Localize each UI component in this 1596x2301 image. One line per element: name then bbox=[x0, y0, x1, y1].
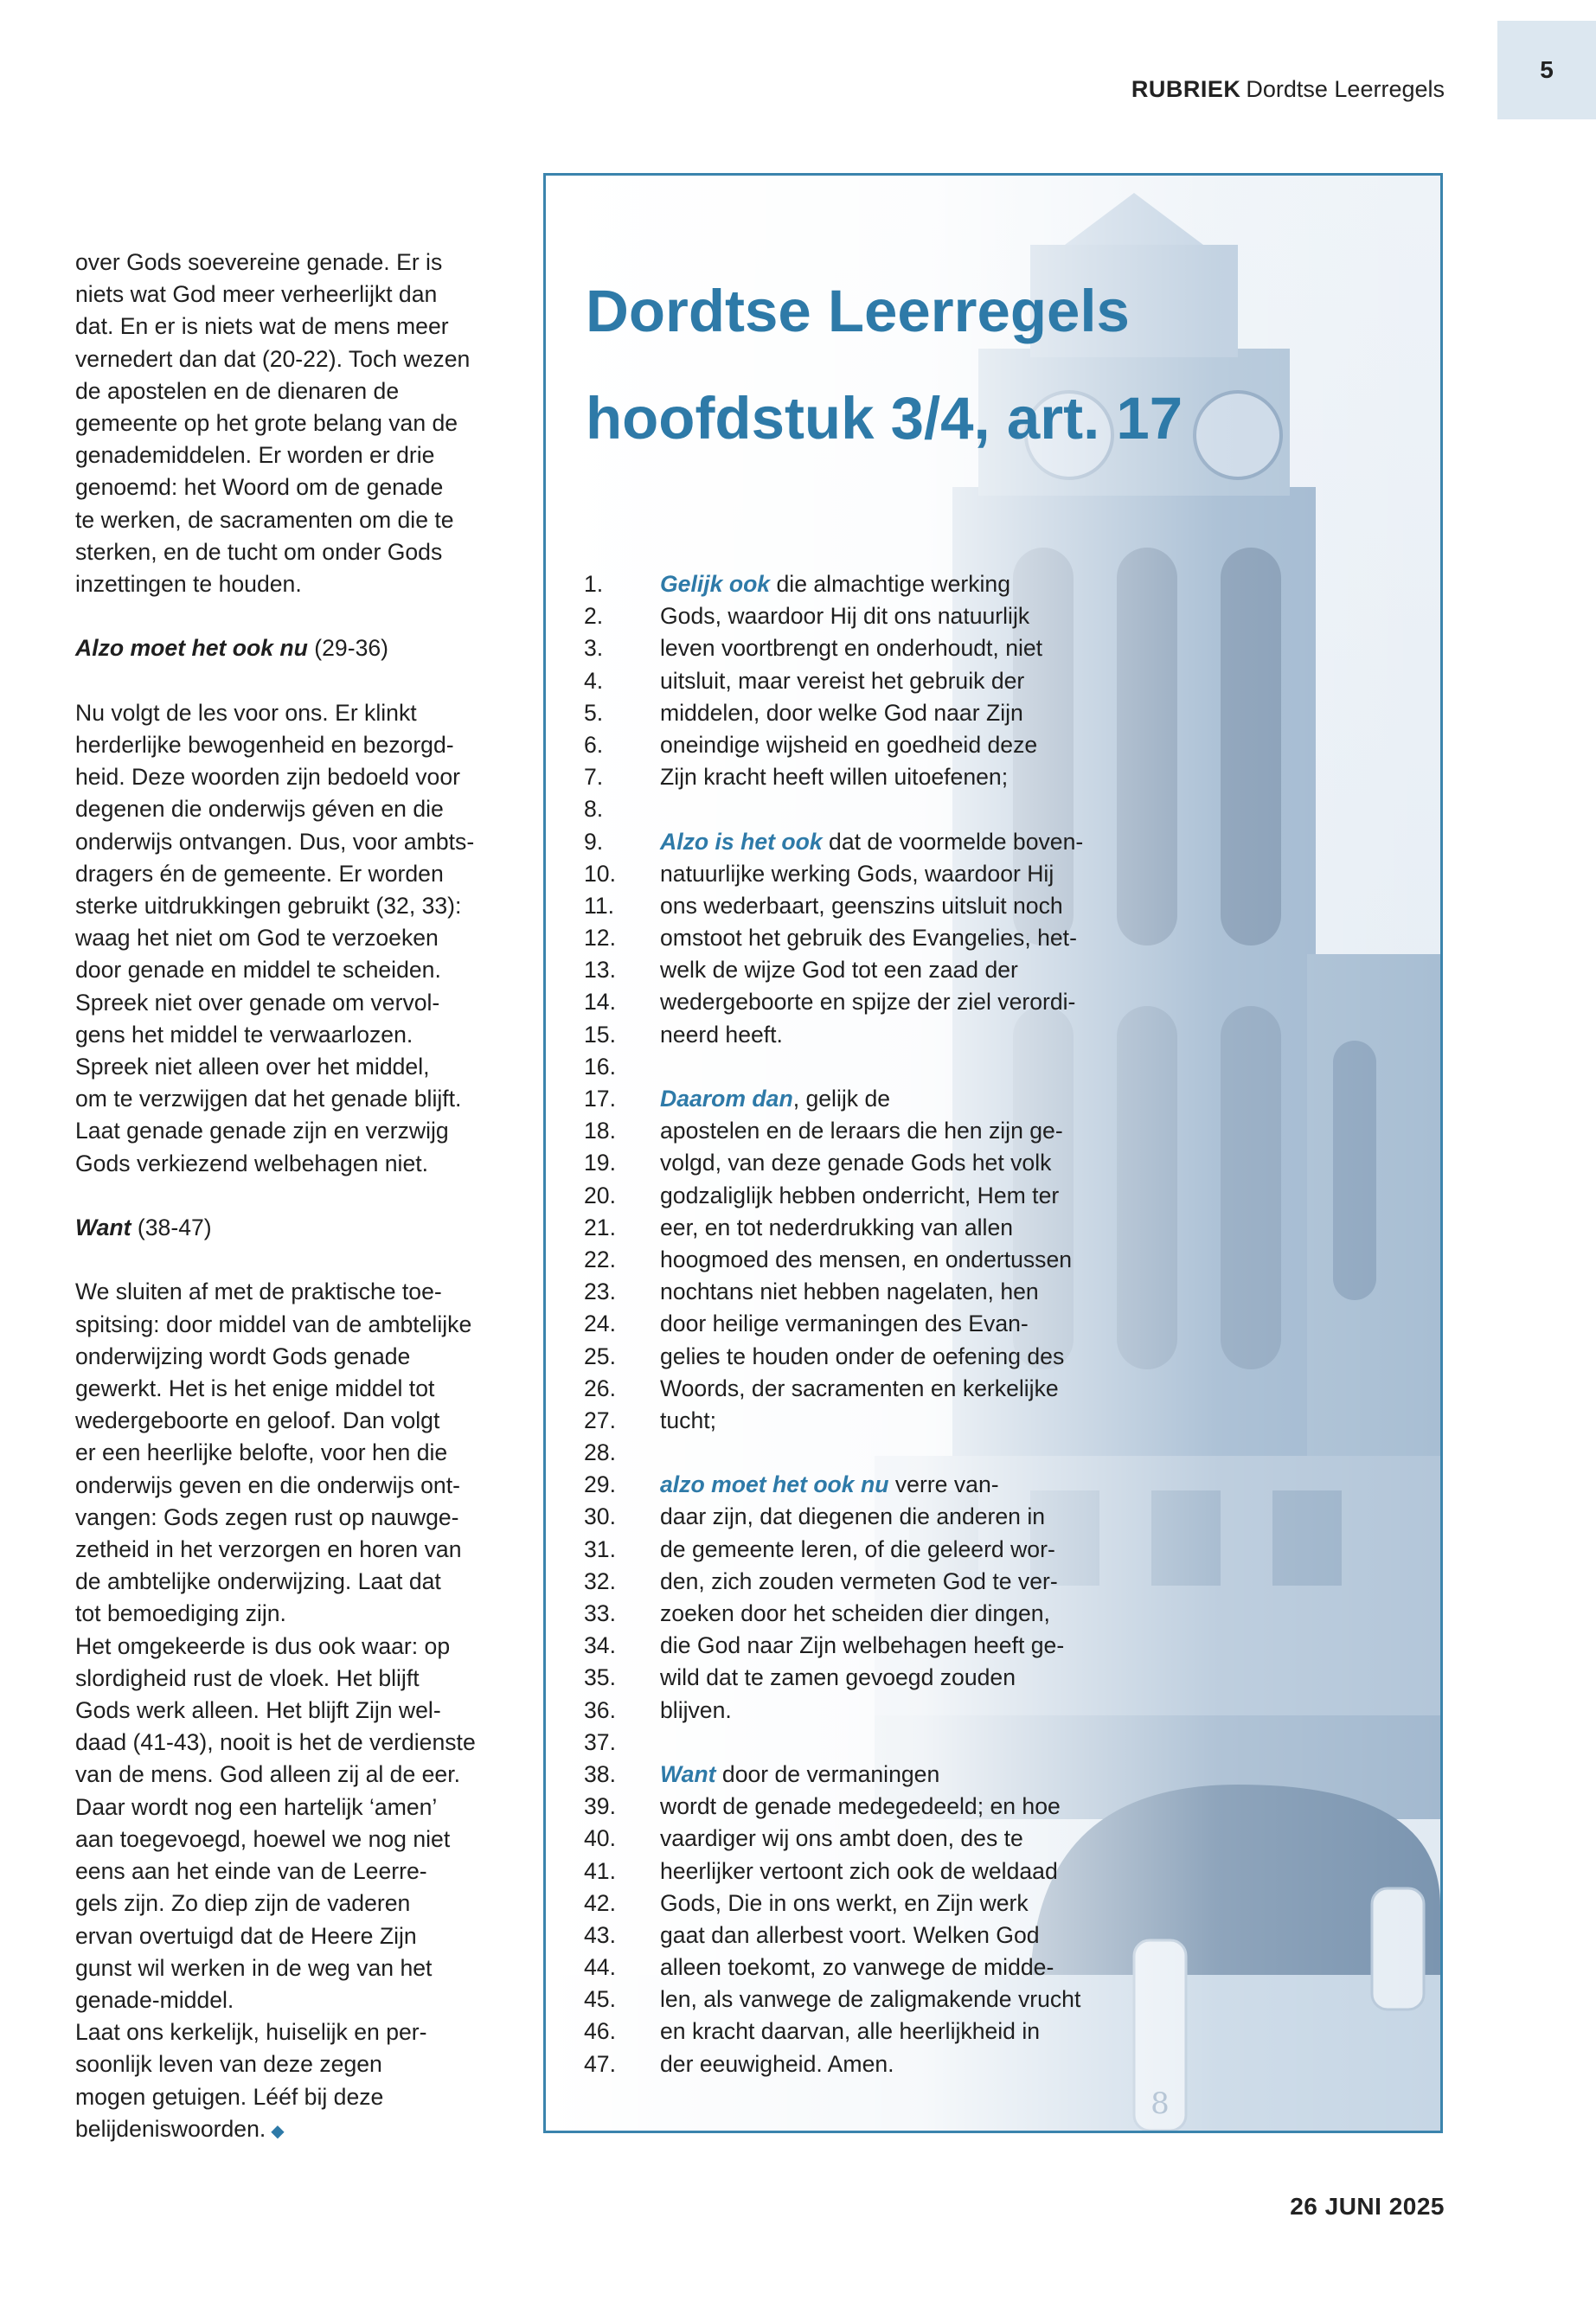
line-lead-phrase: Daarom dan bbox=[660, 1086, 793, 1112]
line-text bbox=[660, 1180, 1059, 1212]
line-number: 8. bbox=[584, 796, 604, 823]
article-line bbox=[584, 1952, 1120, 1984]
line-rest: tucht; bbox=[660, 1407, 717, 1433]
line-text bbox=[660, 858, 1054, 890]
line-number: 15. bbox=[584, 1021, 616, 1048]
line-text bbox=[660, 1888, 1029, 1920]
text-line: waag het niet om God te verzoeken bbox=[75, 925, 439, 952]
article-line bbox=[584, 600, 1120, 632]
line-text bbox=[660, 1695, 732, 1727]
line-text bbox=[660, 568, 1010, 600]
text-line: zetheid in het verzorgen en horen van bbox=[75, 1536, 462, 1563]
line-rest: dat de voormelde boven- bbox=[822, 828, 1084, 855]
text-line: Laat ons kerkelijk, huiselijk en per- bbox=[75, 2019, 427, 2046]
article-line bbox=[584, 1856, 1120, 1888]
line-number: 14. bbox=[584, 989, 616, 1016]
line-rest: zoeken door het scheiden dier dingen, bbox=[660, 1600, 1050, 1626]
article-line bbox=[584, 1469, 1120, 1501]
line-text bbox=[660, 922, 1077, 954]
text-line: om te verzwijgen dat het genade blijft. bbox=[75, 1086, 462, 1112]
article-line bbox=[584, 1598, 1120, 1630]
line-text bbox=[660, 600, 1029, 632]
subheading-alzo-range: (29-36) bbox=[307, 635, 389, 662]
footer-date: 26 JUNI 2025 bbox=[1290, 2193, 1445, 2220]
text-line: gemeente op het grote belang van de bbox=[75, 410, 458, 437]
article-line bbox=[584, 1759, 1120, 1791]
line-text bbox=[660, 1952, 1054, 1984]
article-line bbox=[584, 986, 1120, 1018]
line-number: 33. bbox=[584, 1600, 616, 1626]
line-text bbox=[660, 1147, 1051, 1179]
article-line bbox=[584, 1180, 1120, 1212]
line-number: 19. bbox=[584, 1150, 616, 1176]
line-number: 16. bbox=[584, 1053, 616, 1080]
article-line bbox=[584, 1276, 1120, 1308]
rubric-label: RUBRIEK bbox=[1131, 76, 1241, 102]
paragraph-lesson bbox=[75, 697, 516, 1180]
section-title: Dordtse Leerregels bbox=[1246, 76, 1445, 102]
line-text bbox=[660, 986, 1075, 1018]
line-number: 4. bbox=[584, 667, 604, 694]
line-text bbox=[660, 1534, 1055, 1566]
article-line bbox=[584, 1566, 1120, 1598]
article-line bbox=[584, 1244, 1120, 1276]
article-line bbox=[584, 1662, 1120, 1694]
line-text bbox=[660, 1083, 890, 1115]
line-text bbox=[660, 1373, 1059, 1405]
line-number: 25. bbox=[584, 1343, 616, 1369]
text-line: sterken, en de tucht om onder Gods bbox=[75, 538, 443, 565]
article-line bbox=[584, 1823, 1120, 1855]
text-line: ervan overtuigd dat de Heere Zijn bbox=[75, 1922, 417, 1949]
line-text bbox=[660, 697, 1023, 729]
subheading-want-bold: Want bbox=[75, 1215, 131, 1241]
text-line: onderwijs ontvangen. Dus, voor ambts- bbox=[75, 828, 475, 855]
article-line bbox=[584, 761, 1120, 793]
line-rest: en kracht daarvan, alle heerlijkheid in bbox=[660, 2018, 1041, 2045]
line-text bbox=[660, 1823, 1023, 1855]
line-number: 39. bbox=[584, 1793, 616, 1820]
title-line-1: Dordtse Leerregels bbox=[586, 278, 1130, 344]
line-text bbox=[660, 1920, 1040, 1952]
line-number: 45. bbox=[584, 1986, 616, 2013]
line-number: 17. bbox=[584, 1086, 616, 1112]
line-number: 12. bbox=[584, 925, 616, 952]
article-line bbox=[584, 1115, 1120, 1147]
line-text bbox=[660, 632, 1042, 664]
line-number: 18. bbox=[584, 1118, 616, 1144]
line-number: 3. bbox=[584, 635, 604, 662]
text-line: de apostelen en de dienaren de bbox=[75, 377, 400, 404]
article-box bbox=[543, 173, 1443, 2133]
line-number: 23. bbox=[584, 1279, 616, 1305]
line-number: 31. bbox=[584, 1535, 616, 1562]
text-line: slordigheid rust de vloek. Het blijft bbox=[75, 1664, 420, 1691]
line-rest: ons wederbaart, geenszins uitsluit noch bbox=[660, 892, 1063, 919]
article-line bbox=[584, 890, 1120, 922]
line-lead-phrase: Gelijk ook bbox=[660, 571, 771, 597]
line-number: 27. bbox=[584, 1407, 616, 1433]
line-number: 41. bbox=[584, 1857, 616, 1884]
article-line bbox=[584, 568, 1120, 600]
text-line: gewerkt. Het is het enige middel tot bbox=[75, 1375, 435, 1402]
text-line: wedergeboorte en geloof. Dan volgt bbox=[75, 1407, 440, 1434]
line-number: 22. bbox=[584, 1246, 616, 1272]
text-line: gels zijn. Zo diep zijn de vaderen bbox=[75, 1890, 411, 1917]
line-text bbox=[660, 1759, 939, 1791]
line-text bbox=[660, 2016, 1040, 2048]
line-number: 46. bbox=[584, 2018, 616, 2045]
line-rest: vaardiger wij ons ambt doen, des te bbox=[660, 1825, 1023, 1852]
article-line bbox=[584, 1147, 1120, 1179]
text-line: onderwijs geven en die onderwijs ont- bbox=[75, 1471, 460, 1498]
text-line: gens het middel te verwaarlozen. bbox=[75, 1021, 413, 1048]
line-number: 2. bbox=[584, 603, 604, 630]
line-text bbox=[660, 1244, 1072, 1276]
line-text bbox=[660, 1630, 1064, 1662]
line-text bbox=[660, 1598, 1050, 1630]
text-line: inzettingen te houden. bbox=[75, 571, 302, 598]
line-rest: leven voortbrengt en onderhoudt, niet bbox=[660, 635, 1043, 662]
text-line: eens aan het einde van de Leerre- bbox=[75, 1858, 427, 1885]
line-text bbox=[660, 1662, 1016, 1694]
text-line: genademiddelen. Er worden er drie bbox=[75, 442, 435, 469]
text-line: tot bemoediging zijn. bbox=[75, 1600, 286, 1627]
text-line bbox=[75, 2113, 516, 2148]
text-line: door genade en middel te scheiden. bbox=[75, 957, 441, 984]
line-rest: wild dat te zamen gevoegd zouden bbox=[660, 1664, 1016, 1691]
line-text bbox=[660, 665, 1024, 697]
text-line: Spreek niet over genade om vervol- bbox=[75, 989, 440, 1016]
line-rest: gaat dan allerbest voort. Welken God bbox=[660, 1921, 1040, 1948]
article-line bbox=[584, 1920, 1120, 1952]
text-line: genade-middel. bbox=[75, 1986, 234, 2013]
line-number: 10. bbox=[584, 860, 616, 887]
line-rest: heerlijker vertoont zich ook de weldaad bbox=[660, 1857, 1058, 1884]
article-line bbox=[584, 1308, 1120, 1340]
text-line: gunst wil werken in de weg van het bbox=[75, 1954, 433, 1981]
line-rest: verre van- bbox=[888, 1471, 999, 1498]
line-text bbox=[660, 1341, 1064, 1373]
line-number: 37. bbox=[584, 1728, 616, 1755]
line-number: 44. bbox=[584, 1954, 616, 1981]
article-line bbox=[584, 632, 1120, 664]
line-rest: daar zijn, dat diegenen die anderen in bbox=[660, 1503, 1046, 1530]
line-text bbox=[660, 1115, 1063, 1147]
article-line bbox=[584, 2016, 1120, 2048]
line-number: 13. bbox=[584, 957, 616, 984]
text-line: Gods werk alleen. Het blijft Zijn wel- bbox=[75, 1697, 441, 1724]
line-text bbox=[660, 2048, 894, 2080]
article-line bbox=[584, 954, 1120, 986]
text-line: sterke uitdrukkingen gebruikt (32, 33): bbox=[75, 893, 462, 920]
text-line: spitsing: door middel van de ambtelijke bbox=[75, 1311, 472, 1337]
line-lead-phrase: Want bbox=[660, 1760, 716, 1787]
article-line bbox=[584, 1373, 1120, 1405]
article-line bbox=[584, 1630, 1120, 1662]
page-number-tab bbox=[1497, 21, 1596, 119]
line-text bbox=[660, 1566, 1058, 1598]
paragraph-application bbox=[75, 1276, 516, 2147]
article-line bbox=[584, 1501, 1120, 1533]
line-rest: Gods, waardoor Hij dit ons natuurlijk bbox=[660, 603, 1030, 630]
text-line: Laat genade genade zijn en verzwijg bbox=[75, 1118, 449, 1144]
line-rest: Gods, Die in ons werkt, en Zijn werk bbox=[660, 1889, 1029, 1916]
line-number: 24. bbox=[584, 1311, 616, 1337]
line-text bbox=[660, 954, 1018, 986]
line-rest: godzaliglijk hebben onderricht, Hem ter bbox=[660, 1182, 1060, 1208]
paragraph-intro bbox=[75, 247, 516, 600]
article-line bbox=[584, 826, 1120, 858]
line-rest: die God naar Zijn welbehagen heeft ge- bbox=[660, 1632, 1065, 1659]
text-line: te werken, de sacramenten om die te bbox=[75, 506, 454, 533]
line-rest: wedergeboorte en spijze der ziel verordi- bbox=[660, 989, 1076, 1016]
line-rest: Woords, der sacramenten en kerkelijke bbox=[660, 1375, 1059, 1401]
line-rest: oneindige wijsheid en goedheid deze bbox=[660, 731, 1038, 758]
subheading-alzo-bold: Alzo moet het ook nu bbox=[75, 635, 308, 662]
article-line bbox=[584, 1083, 1120, 1115]
line-text bbox=[660, 1308, 1029, 1340]
text-line: er een heerlijke belofte, voor hen die bbox=[75, 1439, 448, 1466]
text-line: herderlijke bewogenheid en bezorgd- bbox=[75, 732, 454, 759]
line-rest: gelies te houden onder de oefening des bbox=[660, 1343, 1065, 1369]
article-line bbox=[584, 1341, 1120, 1373]
line-number: 26. bbox=[584, 1375, 616, 1401]
subheading-alzo bbox=[75, 632, 516, 664]
article-line bbox=[584, 1051, 1120, 1083]
line-rest: welk de wijze God tot een zaad der bbox=[660, 957, 1018, 984]
line-rest: omstoot het gebruik des Evangelies, het- bbox=[660, 925, 1077, 952]
article-line bbox=[584, 1984, 1120, 2016]
line-lead-phrase: Alzo is het ook bbox=[660, 828, 823, 855]
line-number: 28. bbox=[584, 1439, 616, 1466]
text-line: Gods verkiezend welbehagen niet. bbox=[75, 1150, 429, 1176]
line-rest: die almachtige werking bbox=[770, 571, 1011, 597]
article-line bbox=[584, 729, 1120, 761]
text-line-final: belijdeniswoorden. bbox=[75, 2115, 266, 2142]
line-number: 32. bbox=[584, 1567, 616, 1594]
line-rest: uitsluit, maar vereist het gebruik der bbox=[660, 667, 1025, 694]
line-text bbox=[660, 1405, 716, 1437]
article-line bbox=[584, 793, 1120, 825]
line-text bbox=[660, 826, 1083, 858]
line-text bbox=[660, 729, 1037, 761]
line-rest: apostelen en de leraars die hen zijn ge- bbox=[660, 1118, 1063, 1144]
text-line: niets wat God meer verheerlijkt dan bbox=[75, 281, 438, 308]
line-text bbox=[660, 1019, 783, 1051]
line-number: 34. bbox=[584, 1632, 616, 1659]
text-line: Daar wordt nog een hartelijk ‘amen’ bbox=[75, 1793, 438, 1820]
text-line: over Gods soevereine genade. Er is bbox=[75, 249, 443, 275]
article-line bbox=[584, 665, 1120, 697]
line-number: 29. bbox=[584, 1471, 616, 1498]
line-text bbox=[660, 890, 1063, 922]
article-line bbox=[584, 858, 1120, 890]
article-line bbox=[584, 922, 1120, 954]
article-line bbox=[584, 1437, 1120, 1469]
article-line bbox=[584, 1212, 1120, 1244]
line-rest: , gelijk de bbox=[792, 1086, 891, 1112]
text-line: vangen: Gods zegen rust op nauwge- bbox=[75, 1503, 459, 1530]
article-title bbox=[586, 258, 1183, 472]
article-line bbox=[584, 1727, 1120, 1759]
line-rest: nochtans niet hebben nagelaten, hen bbox=[660, 1279, 1039, 1305]
line-text bbox=[660, 1501, 1045, 1533]
article-line bbox=[584, 1888, 1120, 1920]
article-text bbox=[584, 568, 1120, 2080]
text-line: soonlijk leven van deze zegen bbox=[75, 2051, 382, 2078]
line-rest: den, zich zouden vermeten God te ver- bbox=[660, 1567, 1058, 1594]
left-column bbox=[75, 247, 516, 2148]
line-number: 5. bbox=[584, 699, 604, 726]
line-rest: natuurlijke werking Gods, waardoor Hij bbox=[660, 860, 1054, 887]
title-line-2: hoofdstuk 3/4, art. 17 bbox=[586, 385, 1183, 452]
text-line: vernedert dan dat (20-22). Toch wezen bbox=[75, 345, 471, 372]
subheading-want bbox=[75, 1212, 516, 1244]
article-line bbox=[584, 2048, 1120, 2080]
line-number: 36. bbox=[584, 1696, 616, 1723]
line-rest: hoogmoed des mensen, en ondertussen bbox=[660, 1246, 1073, 1272]
line-text bbox=[660, 1469, 999, 1501]
line-rest: neerd heeft. bbox=[660, 1021, 783, 1048]
text-line: heid. Deze woorden zijn bedoeld voor bbox=[75, 764, 460, 791]
article-line bbox=[584, 1695, 1120, 1727]
line-rest: eer, en tot nederdrukking van allen bbox=[660, 1214, 1014, 1240]
line-rest: der eeuwigheid. Amen. bbox=[660, 2050, 894, 2077]
line-rest: door heilige vermaningen des Evan- bbox=[660, 1311, 1029, 1337]
line-text bbox=[660, 1856, 1058, 1888]
text-line: de ambtelijke onderwijzing. Laat dat bbox=[75, 1568, 441, 1595]
line-number: 35. bbox=[584, 1664, 616, 1691]
article-line bbox=[584, 1405, 1120, 1437]
text-line: mogen getuigen. Lééf bij deze bbox=[75, 2083, 384, 2110]
line-rest: alleen toekomt, zo vanwege de midde- bbox=[660, 1954, 1054, 1981]
text-line: Het omgekeerde is dus ook waar: op bbox=[75, 1632, 451, 1659]
line-text bbox=[660, 1212, 1013, 1244]
line-number: 6. bbox=[584, 731, 604, 758]
text-line: onderwijzing wordt Gods genade bbox=[75, 1343, 411, 1369]
line-text bbox=[660, 1791, 1061, 1823]
article-line bbox=[584, 1019, 1120, 1051]
line-text bbox=[660, 1984, 1080, 2016]
line-rest: Zijn kracht heeft willen uitoefenen; bbox=[660, 764, 1009, 791]
line-rest: middelen, door welke God naar Zijn bbox=[660, 699, 1023, 726]
line-text bbox=[660, 761, 1008, 793]
line-lead-phrase: alzo moet het ook nu bbox=[660, 1471, 889, 1498]
line-number: 43. bbox=[584, 1921, 616, 1948]
text-line: Spreek niet alleen over het middel, bbox=[75, 1054, 430, 1080]
text-line: dragers én de gemeente. Er worden bbox=[75, 860, 444, 887]
text-line: dat. En er is niets wat de mens meer bbox=[75, 313, 449, 340]
line-number: 30. bbox=[584, 1503, 616, 1530]
text-line: degenen die onderwijs géven en die bbox=[75, 796, 444, 823]
article-line bbox=[584, 1534, 1120, 1566]
article-line bbox=[584, 697, 1120, 729]
line-number: 1. bbox=[584, 571, 604, 597]
line-rest: wordt de genade medegedeeld; en hoe bbox=[660, 1793, 1061, 1820]
text-line: aan toegevoegd, hoewel we nog niet bbox=[75, 1825, 451, 1852]
text-line: daad (41-43), nooit is het de verdienste bbox=[75, 1729, 476, 1756]
text-line: Nu volgt de les voor ons. Er klinkt bbox=[75, 699, 417, 726]
text-line: genoemd: het Woord om de genade bbox=[75, 474, 444, 501]
line-rest: de gemeente leren, of die geleerd wor- bbox=[660, 1535, 1055, 1562]
subheading-want-range: (38-47) bbox=[131, 1215, 212, 1241]
line-rest: door de vermaningen bbox=[715, 1760, 940, 1787]
text-line: We sluiten af met de praktische toe- bbox=[75, 1279, 442, 1305]
line-rest: volgd, van deze genade Gods het volk bbox=[660, 1150, 1052, 1176]
page-number: 5 bbox=[1540, 56, 1554, 83]
line-number: 38. bbox=[584, 1760, 616, 1787]
line-number: 20. bbox=[584, 1182, 616, 1208]
running-header bbox=[1131, 76, 1445, 103]
line-text bbox=[660, 1276, 1039, 1308]
line-number: 21. bbox=[584, 1214, 616, 1240]
line-number: 9. bbox=[584, 828, 604, 855]
line-number: 42. bbox=[584, 1889, 616, 1916]
line-rest: blijven. bbox=[660, 1696, 732, 1723]
line-number: 40. bbox=[584, 1825, 616, 1852]
line-rest: len, als vanwege de zaligmakende vrucht bbox=[660, 1986, 1081, 2013]
end-diamond-icon: ◆ bbox=[271, 2121, 285, 2141]
text-line: van de mens. God alleen zij al de eer. bbox=[75, 1761, 460, 1788]
article-line bbox=[584, 1791, 1120, 1823]
line-number: 7. bbox=[584, 764, 604, 791]
line-number: 47. bbox=[584, 2050, 616, 2077]
line-number: 11. bbox=[584, 892, 614, 919]
